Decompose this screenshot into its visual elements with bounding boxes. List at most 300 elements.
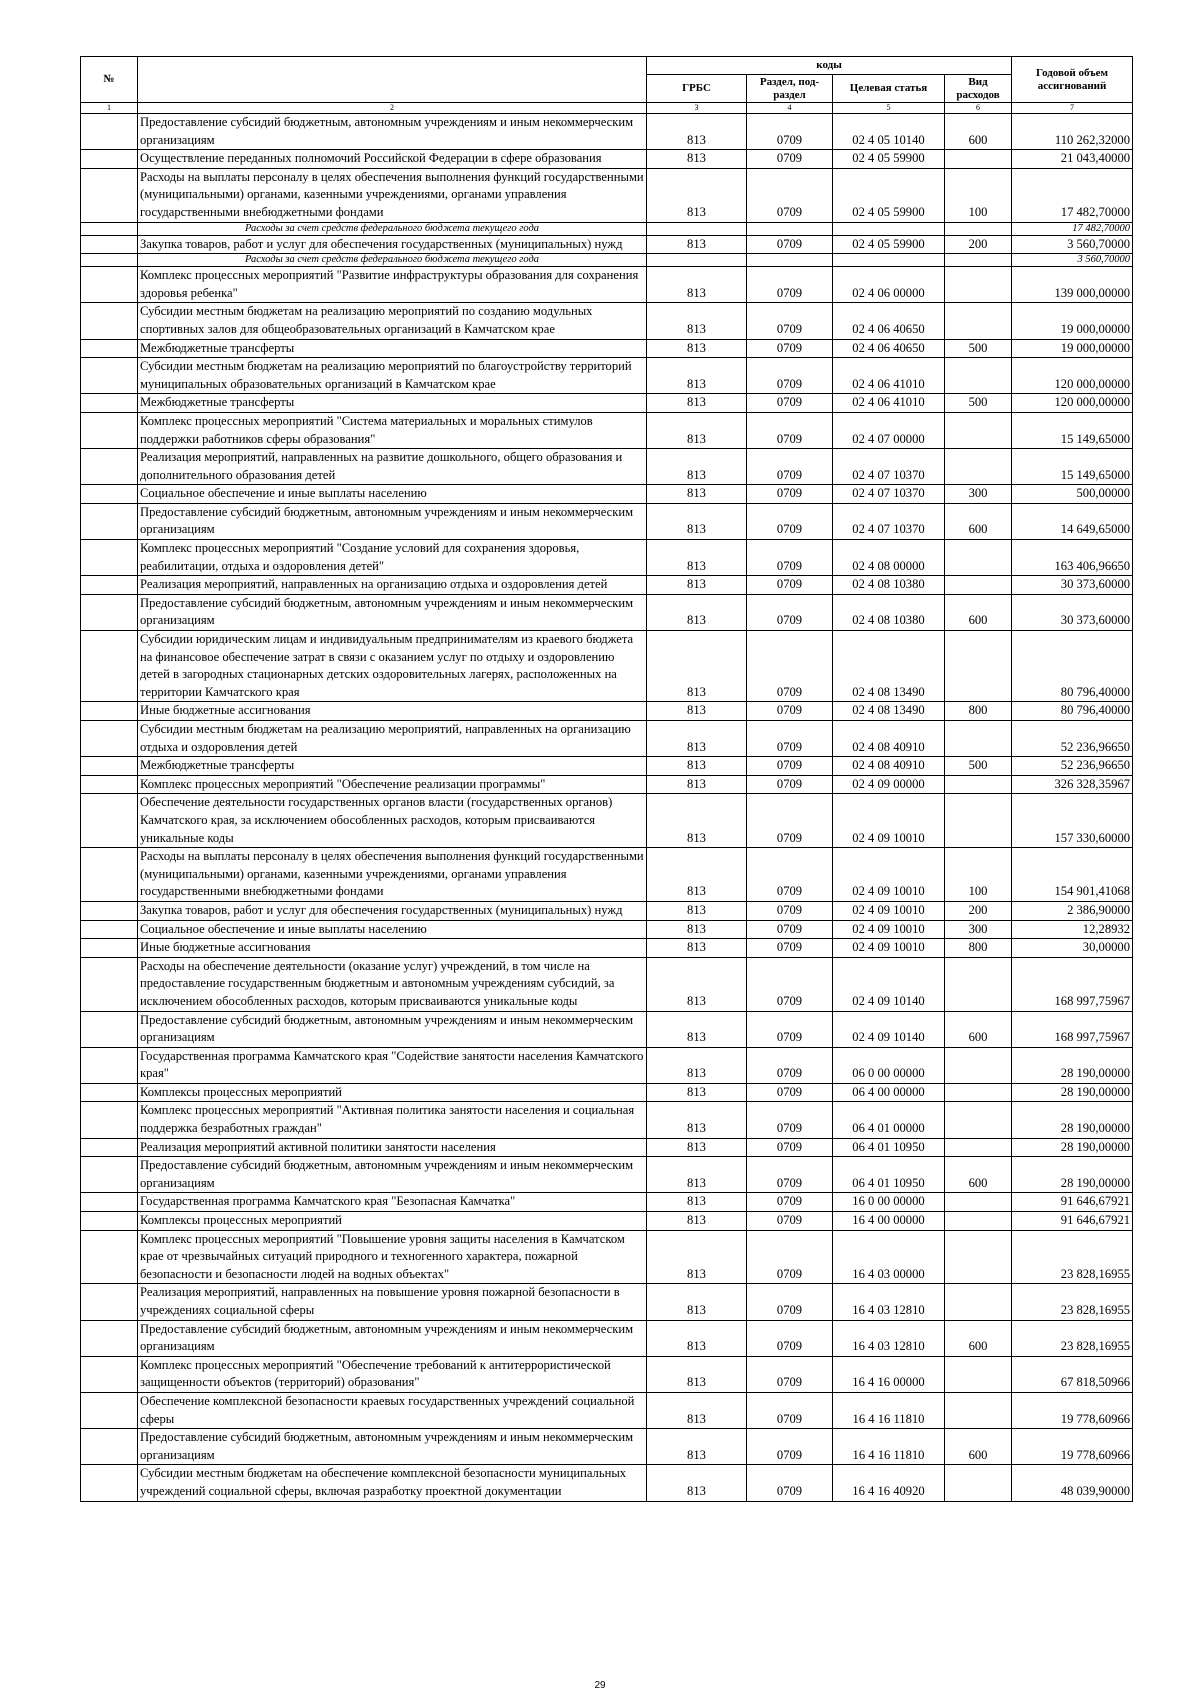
row-target-cell: 02 4 08 00000 [833, 540, 945, 576]
row-section-cell: 0709 [747, 1429, 833, 1465]
row-section-cell: 0709 [747, 794, 833, 848]
row-num-cell [81, 957, 138, 1011]
row-name-cell: Осуществление переданных полномочий Российской Федерации в сфере образования [138, 150, 647, 169]
row-kind-cell [945, 1193, 1012, 1212]
table-row [81, 1392, 1133, 1428]
row-name-cell: Предоставление субсидий бюджетным, автономным учреждениям и иным некоммерческим организациям [138, 503, 647, 539]
row-name-cell: Комплексы процессных мероприятий [138, 1083, 647, 1102]
row-section-cell: 0709 [747, 1011, 833, 1047]
row-target-cell: 02 4 07 10370 [833, 503, 945, 539]
row-grbs-cell: 813 [647, 267, 747, 303]
table-row [81, 576, 1133, 595]
row-kind-cell [945, 1083, 1012, 1102]
row-num-cell [81, 1429, 138, 1465]
row-kind-cell [945, 449, 1012, 485]
row-amount-cell: 52 236,96650 [1012, 721, 1133, 757]
table-row [81, 957, 1133, 1011]
row-section-cell: 0709 [747, 1356, 833, 1392]
row-name-cell: Реализация мероприятий, направленных на повышение уровня пожарной безопасности в учреждениях социальной сферы [138, 1284, 647, 1320]
table-row [81, 1011, 1133, 1047]
row-amount-cell: 19 000,00000 [1012, 303, 1133, 339]
table-row [81, 1356, 1133, 1392]
row-kind-cell [945, 222, 1012, 235]
table-row [81, 394, 1133, 413]
header-volume [1012, 57, 1133, 103]
row-name-cell: Комплекс процессных мероприятий "Развитие инфраструктуры образования для сохранения здоровья ребенка" [138, 267, 647, 303]
row-grbs-cell: 813 [647, 939, 747, 958]
row-amount-cell: 23 828,16955 [1012, 1320, 1133, 1356]
row-target-cell: 02 4 06 00000 [833, 267, 945, 303]
budget-table-sheet [80, 56, 1132, 1502]
row-name-cell: Предоставление субсидий бюджетным, автономным учреждениям и иным некоммерческим организациям [138, 1157, 647, 1193]
row-amount-cell: 48 039,90000 [1012, 1465, 1133, 1501]
row-amount-cell: 3 560,70000 [1012, 235, 1133, 254]
row-num-cell [81, 1320, 138, 1356]
row-kind-cell [945, 1047, 1012, 1083]
table-row [81, 503, 1133, 539]
row-target-cell: 16 4 16 00000 [833, 1356, 945, 1392]
header-volume-line2: ассигнований [1037, 79, 1107, 92]
index-cell: 5 [833, 103, 945, 114]
row-amount-cell: 168 997,75967 [1012, 957, 1133, 1011]
row-num-cell [81, 1212, 138, 1231]
header-num: № [81, 57, 138, 103]
row-grbs-cell: 813 [647, 631, 747, 702]
row-section-cell: 0709 [747, 114, 833, 150]
row-name-cell: Комплексы процессных мероприятий [138, 1212, 647, 1231]
table-row [81, 412, 1133, 448]
row-num-cell [81, 168, 138, 222]
row-name-cell: Комплекс процессных мероприятий "Обеспечение реализации программы" [138, 775, 647, 794]
row-section-cell: 0709 [747, 721, 833, 757]
row-target-cell: 02 4 09 10010 [833, 794, 945, 848]
row-section-cell: 0709 [747, 412, 833, 448]
row-section-cell: 0709 [747, 449, 833, 485]
row-kind-cell: 500 [945, 339, 1012, 358]
row-target-cell: 02 4 06 41010 [833, 394, 945, 413]
row-kind-cell: 600 [945, 1429, 1012, 1465]
index-cell: 4 [747, 103, 833, 114]
row-amount-cell: 21 043,40000 [1012, 150, 1133, 169]
row-target-cell: 02 4 09 10010 [833, 848, 945, 902]
row-grbs-cell [647, 222, 747, 235]
row-num-cell [81, 394, 138, 413]
row-kind-cell: 100 [945, 168, 1012, 222]
row-num-cell [81, 576, 138, 595]
row-target-cell: 16 4 16 40920 [833, 1465, 945, 1501]
row-kind-cell [945, 1212, 1012, 1231]
row-name-cell: Обеспечение деятельности государственных органов власти (государственных органов) Камчатского края, за исключением обособленных расходов, которым присваиваются уникальные коды [138, 794, 647, 848]
row-target-cell: 16 4 03 12810 [833, 1320, 945, 1356]
row-name-cell: Социальное обеспечение и иные выплаты населению [138, 920, 647, 939]
row-amount-cell: 17 482,70000 [1012, 168, 1133, 222]
row-kind-cell [945, 1102, 1012, 1138]
row-target-cell: 02 4 07 10370 [833, 449, 945, 485]
row-section-cell: 0709 [747, 150, 833, 169]
row-amount-cell: 91 646,67921 [1012, 1212, 1133, 1231]
row-section-cell: 0709 [747, 631, 833, 702]
table-row [81, 721, 1133, 757]
row-section-cell: 0709 [747, 1083, 833, 1102]
header-target: Целевая статья [833, 75, 945, 103]
row-target-cell: 02 4 08 13490 [833, 702, 945, 721]
table-header [81, 57, 1133, 114]
row-amount-cell: 30 373,60000 [1012, 576, 1133, 595]
row-amount-cell: 28 190,00000 [1012, 1157, 1133, 1193]
row-section-cell: 0709 [747, 1102, 833, 1138]
row-target-cell: 06 0 00 00000 [833, 1047, 945, 1083]
row-section-cell: 0709 [747, 848, 833, 902]
row-name-cell: Субсидии юридическим лицам и индивидуальным предпринимателям из краевого бюджета на финансовое обеспечение затрат в связи с оказанием услуг по отдыху и оздоровлению детей в загородных стационарных детских оздоровительных лагерях, расположенных на территории Камчатского края [138, 631, 647, 702]
row-kind-cell [945, 254, 1012, 267]
table-row [81, 168, 1133, 222]
row-amount-cell: 168 997,75967 [1012, 1011, 1133, 1047]
row-grbs-cell: 813 [647, 485, 747, 504]
row-section-cell: 0709 [747, 594, 833, 630]
index-cell: 2 [138, 103, 647, 114]
row-grbs-cell: 813 [647, 1356, 747, 1392]
row-section-cell: 0709 [747, 303, 833, 339]
row-target-cell: 16 4 03 12810 [833, 1284, 945, 1320]
row-name-cell: Предоставление субсидий бюджетным, автономным учреждениям и иным некоммерческим организациям [138, 1011, 647, 1047]
row-kind-cell: 600 [945, 114, 1012, 150]
row-amount-cell: 110 262,32000 [1012, 114, 1133, 150]
row-num-cell [81, 1102, 138, 1138]
row-grbs-cell: 813 [647, 339, 747, 358]
row-num-cell [81, 1392, 138, 1428]
row-num-cell [81, 114, 138, 150]
row-name-cell: Комплекс процессных мероприятий "Система материальных и моральных стимулов поддержки работников сферы образования" [138, 412, 647, 448]
table-row [81, 775, 1133, 794]
index-cell: 6 [945, 103, 1012, 114]
row-grbs-cell: 813 [647, 1138, 747, 1157]
row-section-cell: 0709 [747, 1320, 833, 1356]
row-num-cell [81, 920, 138, 939]
row-grbs-cell: 813 [647, 1212, 747, 1231]
row-grbs-cell: 813 [647, 394, 747, 413]
row-target-cell: 16 4 03 00000 [833, 1230, 945, 1284]
row-section-cell: 0709 [747, 485, 833, 504]
table-row [81, 702, 1133, 721]
row-target-cell: 02 4 05 59900 [833, 235, 945, 254]
row-name-cell: Субсидии местным бюджетам на реализацию мероприятий по созданию модульных спортивных залов для общеобразовательных организаций в Камчатском крае [138, 303, 647, 339]
row-amount-cell: 19 778,60966 [1012, 1429, 1133, 1465]
row-name-cell: Расходы за счет средств федерального бюджета текущего года [138, 254, 647, 267]
row-num-cell [81, 1284, 138, 1320]
row-kind-cell [945, 721, 1012, 757]
row-kind-cell [945, 576, 1012, 595]
row-target-cell: 02 4 08 10380 [833, 594, 945, 630]
row-section-cell: 0709 [747, 1392, 833, 1428]
table-row [81, 1138, 1133, 1157]
row-grbs-cell: 813 [647, 794, 747, 848]
row-grbs-cell: 813 [647, 1429, 747, 1465]
table-row [81, 114, 1133, 150]
table-row [81, 794, 1133, 848]
table-row [81, 1212, 1133, 1231]
row-section-cell: 0709 [747, 267, 833, 303]
row-grbs-cell: 813 [647, 848, 747, 902]
row-amount-cell: 23 828,16955 [1012, 1230, 1133, 1284]
row-section-cell: 0709 [747, 920, 833, 939]
row-name-cell: Комплекс процессных мероприятий "Активная политика занятости населения и социальная поддержка безработных граждан" [138, 1102, 647, 1138]
row-num-cell [81, 939, 138, 958]
row-target-cell: 02 4 09 00000 [833, 775, 945, 794]
budget-table [80, 56, 1133, 1502]
row-amount-cell: 12,28932 [1012, 920, 1133, 939]
row-target-cell: 02 4 08 13490 [833, 631, 945, 702]
row-section-cell [747, 254, 833, 267]
row-section-cell: 0709 [747, 168, 833, 222]
row-grbs-cell: 813 [647, 757, 747, 776]
row-section-cell: 0709 [747, 1284, 833, 1320]
row-amount-cell: 15 149,65000 [1012, 449, 1133, 485]
row-section-cell: 0709 [747, 702, 833, 721]
row-name-cell: Комплекс процессных мероприятий "Создание условий для сохранения здоровья, реабилитации, отдыха и оздоровления детей" [138, 540, 647, 576]
row-amount-cell: 28 190,00000 [1012, 1102, 1133, 1138]
row-grbs-cell: 813 [647, 901, 747, 920]
row-grbs-cell: 813 [647, 150, 747, 169]
header-volume-line1: Годовой объем [1036, 66, 1109, 79]
row-kind-cell [945, 1230, 1012, 1284]
row-target-cell: 02 4 08 40910 [833, 721, 945, 757]
table-row-federal-note [81, 254, 1133, 267]
header-kind-line1: Вид [968, 75, 988, 88]
table-row [81, 901, 1133, 920]
row-kind-cell: 600 [945, 594, 1012, 630]
row-target-cell: 06 4 01 10950 [833, 1138, 945, 1157]
row-section-cell: 0709 [747, 939, 833, 958]
table-row [81, 1193, 1133, 1212]
row-grbs-cell: 813 [647, 540, 747, 576]
row-amount-cell: 326 328,35967 [1012, 775, 1133, 794]
row-section-cell [747, 222, 833, 235]
table-row [81, 920, 1133, 939]
table-row [81, 358, 1133, 394]
row-amount-cell: 52 236,96650 [1012, 757, 1133, 776]
row-name-cell: Субсидии местным бюджетам на реализацию мероприятий по благоустройству территорий муниципальных образовательных организаций в Камчатском крае [138, 358, 647, 394]
row-section-cell: 0709 [747, 1193, 833, 1212]
row-section-cell: 0709 [747, 757, 833, 776]
row-name-cell: Межбюджетные трансферты [138, 757, 647, 776]
row-grbs-cell: 813 [647, 358, 747, 394]
row-num-cell [81, 449, 138, 485]
row-grbs-cell: 813 [647, 1284, 747, 1320]
table-row [81, 485, 1133, 504]
row-grbs-cell: 813 [647, 412, 747, 448]
header-index-row [81, 103, 1133, 114]
table-row [81, 594, 1133, 630]
row-target-cell: 02 4 05 10140 [833, 114, 945, 150]
row-kind-cell: 500 [945, 757, 1012, 776]
row-kind-cell: 300 [945, 485, 1012, 504]
row-num-cell [81, 1356, 138, 1392]
row-num-cell [81, 503, 138, 539]
row-name-cell: Субсидии местным бюджетам на обеспечение комплексной безопасности муниципальных учреждений социальной сферы, включая разработку проектной документации [138, 1465, 647, 1501]
row-name-cell: Расходы на выплаты персоналу в целях обеспечения выполнения функций государственными (муниципальными) органами, казенными учреждениями, органами управления государственными внебюджетными фондами [138, 848, 647, 902]
row-num-cell [81, 1465, 138, 1501]
row-grbs-cell: 813 [647, 168, 747, 222]
row-section-cell: 0709 [747, 576, 833, 595]
row-grbs-cell: 813 [647, 1392, 747, 1428]
row-amount-cell: 30 373,60000 [1012, 594, 1133, 630]
row-kind-cell: 200 [945, 901, 1012, 920]
row-section-cell: 0709 [747, 358, 833, 394]
row-name-cell: Государственная программа Камчатского края "Безопасная Камчатка" [138, 1193, 647, 1212]
row-section-cell: 0709 [747, 957, 833, 1011]
table-row [81, 1047, 1133, 1083]
row-name-cell: Иные бюджетные ассигнования [138, 939, 647, 958]
page-number: 29 [594, 1680, 606, 1691]
row-section-cell: 0709 [747, 1212, 833, 1231]
row-target-cell: 02 4 05 59900 [833, 150, 945, 169]
table-row [81, 848, 1133, 902]
row-num-cell [81, 775, 138, 794]
row-name-cell: Расходы на обеспечение деятельности (оказание услуг) учреждений, в том числе на предоставление государственным бюджетным и автономным учреждениям субсидий, за исключением обособленных расходов, которым присваиваются уникальные коды [138, 957, 647, 1011]
row-kind-cell: 600 [945, 1157, 1012, 1193]
row-num-cell [81, 631, 138, 702]
row-target-cell: 06 4 01 00000 [833, 1102, 945, 1138]
row-grbs-cell: 813 [647, 1047, 747, 1083]
header-kind-line2: расходов [956, 88, 1000, 101]
row-kind-cell [945, 1138, 1012, 1157]
row-kind-cell [945, 1284, 1012, 1320]
row-name-cell: Расходы за счет средств федерального бюджета текущего года [138, 222, 647, 235]
row-section-cell: 0709 [747, 1047, 833, 1083]
row-num-cell [81, 303, 138, 339]
row-grbs-cell: 813 [647, 1102, 747, 1138]
table-row [81, 267, 1133, 303]
row-target-cell: 06 4 00 00000 [833, 1083, 945, 1102]
header-name-blank [138, 57, 647, 103]
row-section-cell: 0709 [747, 1157, 833, 1193]
row-kind-cell: 800 [945, 939, 1012, 958]
row-grbs-cell: 813 [647, 721, 747, 757]
row-amount-cell: 67 818,50966 [1012, 1356, 1133, 1392]
row-amount-cell: 17 482,70000 [1012, 222, 1133, 235]
row-num-cell [81, 848, 138, 902]
row-name-cell: Государственная программа Камчатского края "Содействие занятости населения Камчатского края" [138, 1047, 647, 1083]
row-num-cell [81, 150, 138, 169]
row-num-cell [81, 412, 138, 448]
row-amount-cell: 91 646,67921 [1012, 1193, 1133, 1212]
row-section-cell: 0709 [747, 901, 833, 920]
row-amount-cell: 157 330,60000 [1012, 794, 1133, 848]
row-name-cell: Обеспечение комплексной безопасности краевых государственных учреждений социальной сферы [138, 1392, 647, 1428]
row-kind-cell: 600 [945, 1011, 1012, 1047]
row-target-cell: 02 4 08 40910 [833, 757, 945, 776]
table-row [81, 631, 1133, 702]
row-num-cell [81, 901, 138, 920]
row-target-cell [833, 222, 945, 235]
row-kind-cell: 200 [945, 235, 1012, 254]
row-kind-cell [945, 267, 1012, 303]
row-section-cell: 0709 [747, 540, 833, 576]
row-section-cell: 0709 [747, 1138, 833, 1157]
row-num-cell [81, 794, 138, 848]
row-num-cell [81, 702, 138, 721]
row-name-cell: Межбюджетные трансферты [138, 339, 647, 358]
row-section-cell: 0709 [747, 1465, 833, 1501]
row-name-cell: Реализация мероприятий активной политики занятости населения [138, 1138, 647, 1157]
row-name-cell: Реализация мероприятий, направленных на развитие дошкольного, общего образования и дополнительного образования детей [138, 449, 647, 485]
row-amount-cell: 2 386,90000 [1012, 901, 1133, 920]
row-kind-cell: 600 [945, 503, 1012, 539]
row-num-cell [81, 721, 138, 757]
row-name-cell: Реализация мероприятий, направленных на организацию отдыха и оздоровления детей [138, 576, 647, 595]
header-section-line2: раздел [773, 88, 806, 101]
table-row-federal-note [81, 222, 1133, 235]
row-target-cell: 02 4 09 10010 [833, 939, 945, 958]
row-amount-cell: 139 000,00000 [1012, 267, 1133, 303]
table-row [81, 303, 1133, 339]
row-num-cell [81, 1157, 138, 1193]
index-cell: 1 [81, 103, 138, 114]
row-amount-cell: 3 560,70000 [1012, 254, 1133, 267]
row-amount-cell: 19 000,00000 [1012, 339, 1133, 358]
row-kind-cell [945, 957, 1012, 1011]
row-grbs-cell: 813 [647, 594, 747, 630]
row-section-cell: 0709 [747, 1230, 833, 1284]
table-row [81, 540, 1133, 576]
row-name-cell: Предоставление субсидий бюджетным, автономным учреждениям и иным некоммерческим организациям [138, 114, 647, 150]
row-kind-cell [945, 303, 1012, 339]
row-target-cell: 06 4 01 10950 [833, 1157, 945, 1193]
row-num-cell [81, 339, 138, 358]
row-grbs-cell: 813 [647, 114, 747, 150]
row-section-cell: 0709 [747, 394, 833, 413]
row-kind-cell: 300 [945, 920, 1012, 939]
header-codes: коды [647, 57, 1012, 75]
row-kind-cell [945, 540, 1012, 576]
row-target-cell: 02 4 06 41010 [833, 358, 945, 394]
row-num-cell [81, 485, 138, 504]
table-body [81, 114, 1133, 1502]
row-kind-cell: 500 [945, 394, 1012, 413]
row-name-cell: Предоставление субсидий бюджетным, автономным учреждениям и иным некоммерческим организациям [138, 1429, 647, 1465]
row-section-cell: 0709 [747, 235, 833, 254]
row-grbs-cell: 813 [647, 1157, 747, 1193]
row-kind-cell: 600 [945, 1320, 1012, 1356]
row-num-cell [81, 1083, 138, 1102]
row-num-cell [81, 358, 138, 394]
row-grbs-cell: 813 [647, 920, 747, 939]
row-grbs-cell: 813 [647, 1230, 747, 1284]
row-amount-cell: 15 149,65000 [1012, 412, 1133, 448]
row-kind-cell [945, 1356, 1012, 1392]
row-target-cell: 02 4 06 40650 [833, 339, 945, 358]
row-grbs-cell: 813 [647, 775, 747, 794]
table-row [81, 1284, 1133, 1320]
row-num-cell [81, 540, 138, 576]
row-amount-cell: 154 901,41068 [1012, 848, 1133, 902]
row-amount-cell: 80 796,40000 [1012, 631, 1133, 702]
row-name-cell: Закупка товаров, работ и услуг для обеспечения государственных (муниципальных) нужд [138, 235, 647, 254]
row-target-cell: 02 4 09 10140 [833, 1011, 945, 1047]
row-target-cell: 16 4 00 00000 [833, 1212, 945, 1231]
row-name-cell: Субсидии местным бюджетам на реализацию мероприятий, направленных на организацию отдыха и оздоровления детей [138, 721, 647, 757]
table-row [81, 1157, 1133, 1193]
row-num-cell [81, 222, 138, 235]
row-section-cell: 0709 [747, 503, 833, 539]
row-kind-cell [945, 150, 1012, 169]
row-kind-cell [945, 358, 1012, 394]
row-kind-cell [945, 775, 1012, 794]
row-num-cell [81, 1047, 138, 1083]
row-num-cell [81, 1193, 138, 1212]
row-target-cell: 02 4 09 10010 [833, 901, 945, 920]
row-name-cell: Комплекс процессных мероприятий "Обеспечение требований к антитеррористической защищенности объектов (территорий) образования" [138, 1356, 647, 1392]
